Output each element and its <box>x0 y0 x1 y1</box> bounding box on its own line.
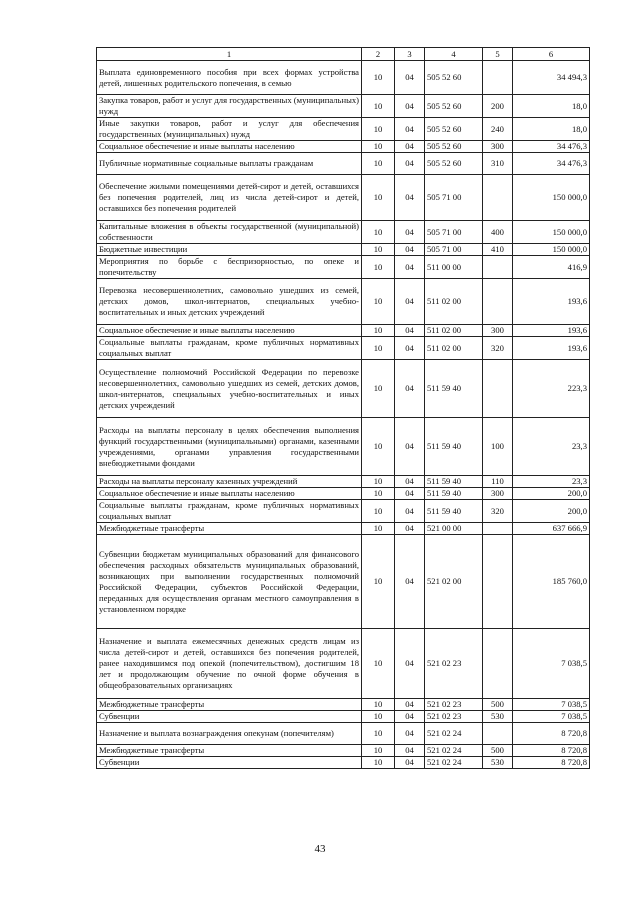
row-label-cell: Перевозка несовершеннолетних, самовольно ушедших из семей, детских домов, школ-интернатов, специальных учебно-воспитательных и иных детских учреждений <box>97 279 362 325</box>
row-value-cell: 521 02 23 <box>425 629 483 699</box>
row-value-cell: 34 476,3 <box>513 153 590 175</box>
row-value-cell: 511 59 40 <box>425 360 483 418</box>
row-value-cell: 04 <box>395 757 425 769</box>
row-value-cell: 511 59 40 <box>425 488 483 500</box>
row-value-cell: 240 <box>483 118 513 141</box>
table-row <box>97 337 590 360</box>
row-value-cell: 505 71 00 <box>425 244 483 256</box>
row-label-cell: Социальные выплаты гражданам, кроме публичных нормативных социальных выплат <box>97 500 362 523</box>
row-value-cell: 150 000,0 <box>513 175 590 221</box>
row-value-cell: 8 720,8 <box>513 757 590 769</box>
row-value-cell: 530 <box>483 757 513 769</box>
row-value-cell <box>483 535 513 629</box>
row-label-cell: Осуществление полномочий Российской Федерации по перевозке несовершеннолетних, самовольно ушедших из семей, детских домов, школ-интернатов, специальных учебно-воспитательных и иных детских учреждений <box>97 360 362 418</box>
row-value-cell: 505 52 60 <box>425 95 483 118</box>
row-value-cell: 04 <box>395 418 425 476</box>
row-value-cell <box>483 61 513 95</box>
row-value-cell: 505 52 60 <box>425 61 483 95</box>
row-value-cell: 521 00 00 <box>425 523 483 535</box>
table-row <box>97 500 590 523</box>
row-value-cell: 500 <box>483 699 513 711</box>
budget-table <box>96 47 590 769</box>
row-value-cell: 185 760,0 <box>513 535 590 629</box>
row-value-cell: 500 <box>483 745 513 757</box>
row-value-cell: 10 <box>362 476 395 488</box>
row-label-cell: Социальное обеспечение и иные выплаты населению <box>97 325 362 337</box>
row-value-cell: 10 <box>362 337 395 360</box>
row-value-cell: 04 <box>395 141 425 153</box>
column-header: 4 <box>425 48 483 61</box>
row-value-cell: 511 59 40 <box>425 500 483 523</box>
row-label-cell: Социальные выплаты гражданам, кроме публичных нормативных социальных выплат <box>97 337 362 360</box>
row-value-cell: 10 <box>362 418 395 476</box>
row-value-cell: 10 <box>362 325 395 337</box>
row-value-cell <box>483 256 513 279</box>
row-label-cell: Обеспечение жилыми помещениями детей-сирот и детей, оставшихся без попечения родителей, лиц из числа детей-сирот и детей, оставшихся без попечения родителей <box>97 175 362 221</box>
row-value-cell: 23,3 <box>513 476 590 488</box>
row-value-cell: 10 <box>362 745 395 757</box>
row-value-cell: 10 <box>362 535 395 629</box>
row-value-cell: 530 <box>483 711 513 723</box>
row-value-cell: 110 <box>483 476 513 488</box>
row-label-cell: Субвенции <box>97 757 362 769</box>
row-label-cell: Закупка товаров, работ и услуг для государственных (муниципальных) нужд <box>97 95 362 118</box>
row-value-cell: 505 52 60 <box>425 118 483 141</box>
table-row <box>97 244 590 256</box>
column-header: 3 <box>395 48 425 61</box>
row-value-cell: 23,3 <box>513 418 590 476</box>
row-label-cell: Социальное обеспечение и иные выплаты населению <box>97 141 362 153</box>
page-number: 43 <box>314 843 326 855</box>
row-value-cell: 300 <box>483 488 513 500</box>
row-value-cell: 193,6 <box>513 325 590 337</box>
row-value-cell: 04 <box>395 153 425 175</box>
row-value-cell: 10 <box>362 488 395 500</box>
table-row <box>97 118 590 141</box>
row-value-cell: 416,9 <box>513 256 590 279</box>
table-row <box>97 418 590 476</box>
table-row <box>97 711 590 723</box>
row-value-cell: 04 <box>395 61 425 95</box>
row-value-cell: 04 <box>395 699 425 711</box>
row-value-cell: 521 02 24 <box>425 757 483 769</box>
row-value-cell: 150 000,0 <box>513 221 590 244</box>
row-value-cell <box>483 523 513 535</box>
table-header-row <box>97 48 590 61</box>
table-row <box>97 757 590 769</box>
row-value-cell: 511 00 00 <box>425 256 483 279</box>
row-value-cell: 04 <box>395 337 425 360</box>
row-value-cell: 521 02 24 <box>425 723 483 745</box>
table-row <box>97 221 590 244</box>
row-value-cell <box>483 175 513 221</box>
row-value-cell: 10 <box>362 279 395 325</box>
row-value-cell: 04 <box>395 279 425 325</box>
row-value-cell: 223,3 <box>513 360 590 418</box>
table-row <box>97 95 590 118</box>
row-value-cell: 7 038,5 <box>513 629 590 699</box>
table-row <box>97 523 590 535</box>
row-value-cell: 505 52 60 <box>425 141 483 153</box>
table-row <box>97 699 590 711</box>
row-value-cell: 193,6 <box>513 279 590 325</box>
row-value-cell: 34 476,3 <box>513 141 590 153</box>
row-value-cell: 10 <box>362 95 395 118</box>
row-value-cell: 10 <box>362 244 395 256</box>
table-row <box>97 360 590 418</box>
row-value-cell: 04 <box>395 118 425 141</box>
row-value-cell <box>483 723 513 745</box>
table-row <box>97 279 590 325</box>
row-value-cell <box>483 629 513 699</box>
row-value-cell: 10 <box>362 61 395 95</box>
table-row <box>97 476 590 488</box>
row-value-cell: 521 02 24 <box>425 745 483 757</box>
row-label-cell: Расходы на выплаты персоналу казенных учреждений <box>97 476 362 488</box>
row-value-cell <box>483 279 513 325</box>
row-value-cell: 511 02 00 <box>425 337 483 360</box>
row-value-cell: 10 <box>362 153 395 175</box>
row-value-cell: 7 038,5 <box>513 711 590 723</box>
row-value-cell: 521 02 23 <box>425 699 483 711</box>
row-label-cell: Иные закупки товаров, работ и услуг для обеспечения государственных (муниципальных) нужд <box>97 118 362 141</box>
row-label-cell: Капитальные вложения в объекты государственной (муниципальной) собственности <box>97 221 362 244</box>
row-value-cell: 04 <box>395 360 425 418</box>
row-value-cell: 511 02 00 <box>425 279 483 325</box>
row-value-cell: 04 <box>395 500 425 523</box>
column-header: 1 <box>97 48 362 61</box>
row-value-cell: 8 720,8 <box>513 723 590 745</box>
row-value-cell: 400 <box>483 221 513 244</box>
row-value-cell: 150 000,0 <box>513 244 590 256</box>
row-value-cell: 505 71 00 <box>425 175 483 221</box>
row-value-cell: 04 <box>395 523 425 535</box>
table-row <box>97 325 590 337</box>
row-value-cell: 505 71 00 <box>425 221 483 244</box>
row-label-cell: Выплата единовременного пособия при всех формах устройства детей, лишенных родительского попечения, в семью <box>97 61 362 95</box>
row-value-cell: 18,0 <box>513 95 590 118</box>
table-row <box>97 153 590 175</box>
table-row <box>97 175 590 221</box>
row-label-cell: Межбюджетные трансферты <box>97 523 362 535</box>
row-label-cell: Межбюджетные трансферты <box>97 745 362 757</box>
row-value-cell: 10 <box>362 221 395 244</box>
row-value-cell: 04 <box>395 723 425 745</box>
row-value-cell: 100 <box>483 418 513 476</box>
row-value-cell: 04 <box>395 221 425 244</box>
row-value-cell: 10 <box>362 500 395 523</box>
row-label-cell: Бюджетные инвестиции <box>97 244 362 256</box>
row-value-cell: 310 <box>483 153 513 175</box>
row-value-cell: 10 <box>362 523 395 535</box>
row-value-cell: 18,0 <box>513 118 590 141</box>
row-value-cell: 04 <box>395 476 425 488</box>
row-label-cell: Межбюджетные трансферты <box>97 699 362 711</box>
row-value-cell: 04 <box>395 244 425 256</box>
row-value-cell: 10 <box>362 629 395 699</box>
row-value-cell: 10 <box>362 141 395 153</box>
row-value-cell: 7 038,5 <box>513 699 590 711</box>
row-value-cell: 10 <box>362 711 395 723</box>
row-label-cell: Назначение и выплата ежемесячных денежных средств лицам из числа детей-сирот и детей, оставшихся без попечения родителей, ранее находившимся под опекой (попечительством), достигшим 18 лет и продолжающим обучение по очной форме обучения в общеобразовательных организациях <box>97 629 362 699</box>
row-value-cell: 505 52 60 <box>425 153 483 175</box>
column-header: 6 <box>513 48 590 61</box>
row-value-cell: 04 <box>395 325 425 337</box>
row-value-cell: 511 02 00 <box>425 325 483 337</box>
table-row <box>97 535 590 629</box>
row-value-cell: 410 <box>483 244 513 256</box>
table-row <box>97 745 590 757</box>
row-value-cell: 8 720,8 <box>513 745 590 757</box>
row-value-cell: 511 59 40 <box>425 476 483 488</box>
row-value-cell: 320 <box>483 337 513 360</box>
row-label-cell: Публичные нормативные социальные выплаты гражданам <box>97 153 362 175</box>
row-label-cell: Назначение и выплата вознаграждения опекунам (попечителям) <box>97 723 362 745</box>
column-header: 5 <box>483 48 513 61</box>
row-label-cell: Расходы на выплаты персоналу в целях обеспечения выполнения функций государственными (муниципальными) органами, казенными учреждениями, органами управления государственными внебюджетными фондами <box>97 418 362 476</box>
row-value-cell: 04 <box>395 488 425 500</box>
row-value-cell: 200,0 <box>513 500 590 523</box>
row-label-cell: Субвенции бюджетам муниципальных образований для финансового обеспечения расходных обязательств муниципальных образований, возникающих при выполнении государственных полномочий Российской Федерации, субъектов Российской Федерации, переданных для осуществления органам местного самоуправления в установленном порядке <box>97 535 362 629</box>
row-value-cell: 10 <box>362 723 395 745</box>
column-header: 2 <box>362 48 395 61</box>
row-value-cell: 320 <box>483 500 513 523</box>
row-value-cell: 04 <box>395 711 425 723</box>
row-value-cell: 637 666,9 <box>513 523 590 535</box>
row-value-cell: 511 59 40 <box>425 418 483 476</box>
row-value-cell <box>483 360 513 418</box>
table-row <box>97 256 590 279</box>
row-label-cell: Мероприятия по борьбе с беспризорностью, по опеке и попечительству <box>97 256 362 279</box>
row-value-cell: 521 02 23 <box>425 711 483 723</box>
table-row <box>97 488 590 500</box>
row-value-cell: 300 <box>483 325 513 337</box>
row-value-cell: 10 <box>362 360 395 418</box>
row-value-cell: 04 <box>395 535 425 629</box>
row-value-cell: 10 <box>362 699 395 711</box>
row-value-cell: 521 02 00 <box>425 535 483 629</box>
row-value-cell: 04 <box>395 256 425 279</box>
row-value-cell: 10 <box>362 757 395 769</box>
row-value-cell: 193,6 <box>513 337 590 360</box>
row-value-cell: 34 494,3 <box>513 61 590 95</box>
row-value-cell: 04 <box>395 745 425 757</box>
row-label-cell: Субвенции <box>97 711 362 723</box>
row-value-cell: 300 <box>483 141 513 153</box>
table-row <box>97 141 590 153</box>
row-value-cell: 200,0 <box>513 488 590 500</box>
table-row <box>97 629 590 699</box>
row-value-cell: 200 <box>483 95 513 118</box>
row-value-cell: 04 <box>395 629 425 699</box>
row-value-cell: 10 <box>362 118 395 141</box>
table-row <box>97 61 590 95</box>
row-value-cell: 10 <box>362 175 395 221</box>
row-value-cell: 10 <box>362 256 395 279</box>
row-value-cell: 04 <box>395 95 425 118</box>
row-value-cell: 04 <box>395 175 425 221</box>
row-label-cell: Социальное обеспечение и иные выплаты населению <box>97 488 362 500</box>
table-row <box>97 723 590 745</box>
